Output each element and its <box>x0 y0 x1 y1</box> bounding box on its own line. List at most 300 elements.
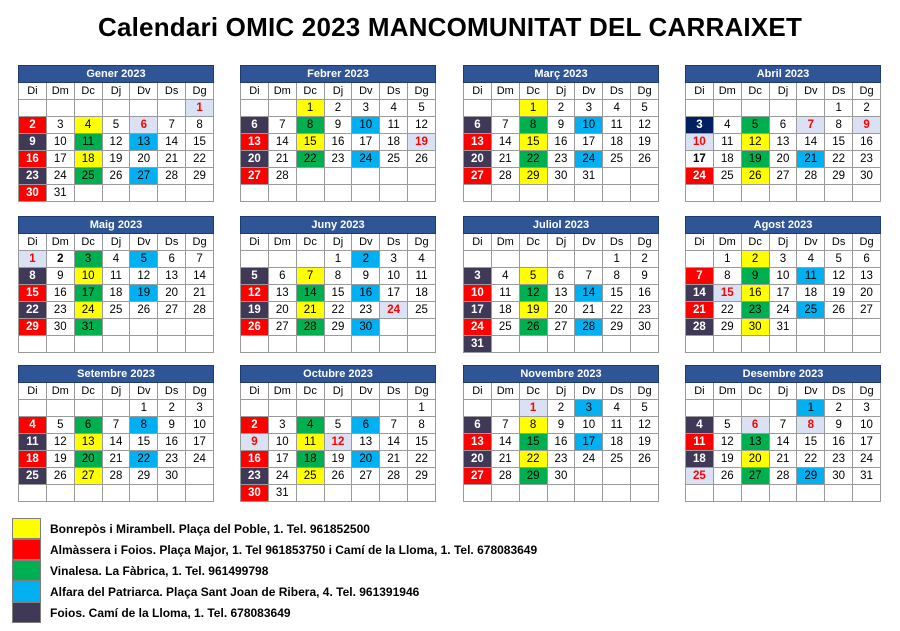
empty-cell <box>380 168 408 185</box>
day-cell: 24 <box>464 319 492 336</box>
day-cell: 4 <box>603 400 631 417</box>
day-cell: 29 <box>797 468 825 485</box>
day-cell: 2 <box>547 100 575 117</box>
day-cell: 10 <box>186 417 214 434</box>
empty-cell <box>241 100 269 117</box>
day-cell: 25 <box>797 302 825 319</box>
weekday-header: Dc <box>519 234 547 251</box>
day-cell: 13 <box>547 285 575 302</box>
empty-cell <box>158 336 186 353</box>
empty-cell <box>686 400 714 417</box>
day-cell: 16 <box>158 434 186 451</box>
day-cell: 27 <box>268 319 296 336</box>
day-cell: 13 <box>352 434 380 451</box>
month-calendar <box>240 216 436 353</box>
day-cell: 23 <box>46 302 74 319</box>
empty-cell <box>464 251 492 268</box>
day-cell: 7 <box>769 417 797 434</box>
day-cell: 18 <box>686 451 714 468</box>
empty-cell <box>158 319 186 336</box>
day-cell: 26 <box>102 168 130 185</box>
legend-swatch <box>12 518 41 539</box>
day-cell: 4 <box>797 251 825 268</box>
day-cell: 25 <box>296 468 324 485</box>
day-cell: 21 <box>769 451 797 468</box>
day-cell: 15 <box>797 434 825 451</box>
day-cell: 21 <box>186 285 214 302</box>
day-cell: 13 <box>74 434 102 451</box>
day-cell: 11 <box>19 434 47 451</box>
empty-cell <box>741 400 769 417</box>
month-title: Agost 2023 <box>686 217 881 234</box>
day-cell: 29 <box>19 319 47 336</box>
day-cell: 30 <box>547 168 575 185</box>
day-cell: 2 <box>547 400 575 417</box>
day-cell: 17 <box>46 151 74 168</box>
day-cell: 22 <box>519 151 547 168</box>
day-cell: 28 <box>769 468 797 485</box>
day-cell: 20 <box>464 451 492 468</box>
empty-cell <box>352 336 380 353</box>
day-cell: 13 <box>158 268 186 285</box>
day-cell: 17 <box>575 434 603 451</box>
empty-cell <box>631 336 659 353</box>
empty-cell <box>547 251 575 268</box>
day-cell: 17 <box>686 151 714 168</box>
day-cell: 24 <box>46 168 74 185</box>
empty-cell <box>380 319 408 336</box>
weekday-header: Ds <box>380 234 408 251</box>
day-cell: 23 <box>324 151 352 168</box>
day-cell: 15 <box>296 134 324 151</box>
empty-cell <box>241 336 269 353</box>
empty-cell <box>324 400 352 417</box>
day-cell: 26 <box>46 468 74 485</box>
weekday-header: Di <box>686 383 714 400</box>
empty-cell <box>19 336 47 353</box>
weekday-header: Dc <box>296 234 324 251</box>
empty-cell <box>19 400 47 417</box>
day-cell: 10 <box>853 417 881 434</box>
weekday-header: Dj <box>769 234 797 251</box>
day-cell: 6 <box>547 268 575 285</box>
day-cell: 6 <box>241 117 269 134</box>
day-cell: 18 <box>74 151 102 168</box>
weekday-header: Dm <box>491 383 519 400</box>
day-cell: 12 <box>713 434 741 451</box>
empty-cell <box>686 251 714 268</box>
weekday-header: Dg <box>186 83 214 100</box>
day-cell: 6 <box>130 117 158 134</box>
empty-cell <box>853 336 881 353</box>
day-cell: 24 <box>575 451 603 468</box>
day-cell: 2 <box>352 251 380 268</box>
day-cell: 26 <box>324 468 352 485</box>
empty-cell <box>158 485 186 502</box>
empty-cell <box>241 251 269 268</box>
day-cell: 31 <box>769 319 797 336</box>
empty-cell <box>547 185 575 202</box>
legend <box>12 518 537 623</box>
day-cell: 1 <box>324 251 352 268</box>
weekday-header: Dv <box>797 234 825 251</box>
day-cell: 27 <box>352 468 380 485</box>
weekday-header: Dg <box>408 383 436 400</box>
empty-cell <box>241 400 269 417</box>
day-cell: 19 <box>631 434 659 451</box>
day-cell: 21 <box>296 302 324 319</box>
day-cell: 22 <box>825 151 853 168</box>
day-cell: 7 <box>296 268 324 285</box>
day-cell: 26 <box>130 302 158 319</box>
day-cell: 8 <box>519 117 547 134</box>
day-cell: 3 <box>686 117 714 134</box>
empty-cell <box>296 251 324 268</box>
day-cell: 28 <box>686 319 714 336</box>
day-cell: 31 <box>268 485 296 502</box>
day-cell: 5 <box>741 117 769 134</box>
day-cell: 27 <box>464 468 492 485</box>
weekday-header: Ds <box>603 83 631 100</box>
day-cell: 13 <box>130 134 158 151</box>
day-cell: 11 <box>408 268 436 285</box>
day-cell: 11 <box>296 434 324 451</box>
empty-cell <box>631 485 659 502</box>
empty-cell <box>491 400 519 417</box>
empty-cell <box>186 485 214 502</box>
day-cell: 4 <box>102 251 130 268</box>
day-cell: 13 <box>464 134 492 151</box>
weekday-header: Dj <box>547 234 575 251</box>
empty-cell <box>158 100 186 117</box>
empty-cell <box>46 400 74 417</box>
day-cell: 7 <box>491 117 519 134</box>
day-cell: 6 <box>464 417 492 434</box>
day-cell: 15 <box>603 285 631 302</box>
day-cell: 23 <box>547 151 575 168</box>
empty-cell <box>130 100 158 117</box>
month-title: Maig 2023 <box>19 217 214 234</box>
weekday-header: Di <box>241 83 269 100</box>
empty-cell <box>603 168 631 185</box>
empty-cell <box>268 185 296 202</box>
empty-cell <box>575 185 603 202</box>
day-cell: 21 <box>158 151 186 168</box>
day-cell: 12 <box>741 134 769 151</box>
weekday-header: Ds <box>158 234 186 251</box>
empty-cell <box>74 485 102 502</box>
day-cell: 19 <box>324 451 352 468</box>
empty-cell <box>769 185 797 202</box>
day-cell: 5 <box>408 100 436 117</box>
day-cell: 31 <box>74 319 102 336</box>
empty-cell <box>713 485 741 502</box>
weekday-header: Di <box>464 83 492 100</box>
day-cell: 4 <box>603 100 631 117</box>
day-cell: 8 <box>186 117 214 134</box>
empty-cell <box>491 100 519 117</box>
weekday-header: Dg <box>853 234 881 251</box>
day-cell: 23 <box>825 451 853 468</box>
day-cell: 10 <box>464 285 492 302</box>
day-cell: 30 <box>547 468 575 485</box>
day-cell: 6 <box>464 117 492 134</box>
day-cell: 5 <box>631 400 659 417</box>
day-cell: 11 <box>686 434 714 451</box>
day-cell: 30 <box>46 319 74 336</box>
day-cell: 20 <box>741 451 769 468</box>
empty-cell <box>491 485 519 502</box>
day-cell: 8 <box>713 268 741 285</box>
day-cell: 1 <box>296 100 324 117</box>
day-cell: 16 <box>352 285 380 302</box>
day-cell: 22 <box>408 451 436 468</box>
day-cell: 8 <box>324 268 352 285</box>
weekday-header: Ds <box>380 83 408 100</box>
empty-cell <box>686 336 714 353</box>
empty-cell <box>603 468 631 485</box>
day-cell: 11 <box>603 417 631 434</box>
day-cell: 26 <box>825 302 853 319</box>
day-cell: 21 <box>268 151 296 168</box>
day-cell: 8 <box>296 117 324 134</box>
empty-cell <box>19 100 47 117</box>
day-cell: 19 <box>102 151 130 168</box>
legend-item <box>12 539 537 560</box>
day-cell: 3 <box>186 400 214 417</box>
day-cell: 9 <box>241 434 269 451</box>
day-cell: 22 <box>603 302 631 319</box>
month-calendar <box>18 65 214 202</box>
empty-cell <box>631 168 659 185</box>
weekday-header: Dc <box>741 83 769 100</box>
day-cell: 13 <box>769 134 797 151</box>
legend-item <box>12 581 537 602</box>
day-cell: 29 <box>603 319 631 336</box>
day-cell: 7 <box>102 417 130 434</box>
empty-cell <box>130 319 158 336</box>
day-cell: 24 <box>575 151 603 168</box>
day-cell: 28 <box>491 468 519 485</box>
day-cell: 17 <box>74 285 102 302</box>
empty-cell <box>853 185 881 202</box>
day-cell: 24 <box>853 451 881 468</box>
day-cell: 23 <box>19 168 47 185</box>
day-cell: 3 <box>380 251 408 268</box>
day-cell: 17 <box>769 285 797 302</box>
day-cell: 18 <box>713 151 741 168</box>
empty-cell <box>324 336 352 353</box>
day-cell: 24 <box>74 302 102 319</box>
day-cell: 28 <box>491 168 519 185</box>
day-cell: 25 <box>603 151 631 168</box>
day-cell: 9 <box>158 417 186 434</box>
day-cell: 9 <box>547 117 575 134</box>
day-cell: 14 <box>575 285 603 302</box>
weekday-header: Dc <box>74 383 102 400</box>
weekday-header: Di <box>19 234 47 251</box>
empty-cell <box>741 485 769 502</box>
day-cell: 24 <box>769 302 797 319</box>
legend-swatch <box>12 560 41 581</box>
weekday-header: Ds <box>603 234 631 251</box>
day-cell: 9 <box>853 117 881 134</box>
weekday-header: Dj <box>102 83 130 100</box>
day-cell: 14 <box>686 285 714 302</box>
day-cell: 11 <box>102 268 130 285</box>
weekday-header: Dg <box>631 83 659 100</box>
day-cell: 5 <box>825 251 853 268</box>
day-cell: 12 <box>102 134 130 151</box>
day-cell: 16 <box>853 134 881 151</box>
month-title: Març 2023 <box>464 66 659 83</box>
day-cell: 11 <box>603 117 631 134</box>
day-cell: 29 <box>713 319 741 336</box>
day-cell: 1 <box>130 400 158 417</box>
day-cell: 28 <box>268 168 296 185</box>
day-cell: 2 <box>158 400 186 417</box>
empty-cell <box>825 336 853 353</box>
day-cell: 9 <box>631 268 659 285</box>
day-cell: 28 <box>575 319 603 336</box>
day-cell: 26 <box>713 468 741 485</box>
weekday-header: Dj <box>769 83 797 100</box>
weekday-header: Di <box>19 383 47 400</box>
day-cell: 20 <box>74 451 102 468</box>
day-cell: 2 <box>324 100 352 117</box>
legend-item <box>12 518 537 539</box>
day-cell: 6 <box>352 417 380 434</box>
day-cell: 5 <box>631 100 659 117</box>
empty-cell <box>380 485 408 502</box>
day-cell: 12 <box>631 117 659 134</box>
day-cell: 13 <box>853 268 881 285</box>
day-cell: 20 <box>547 302 575 319</box>
day-cell: 22 <box>130 451 158 468</box>
empty-cell <box>769 400 797 417</box>
day-cell: 3 <box>268 417 296 434</box>
weekday-header: Dv <box>130 383 158 400</box>
day-cell: 25 <box>408 302 436 319</box>
empty-cell <box>241 185 269 202</box>
day-cell: 9 <box>324 117 352 134</box>
day-cell: 19 <box>741 151 769 168</box>
empty-cell <box>352 485 380 502</box>
empty-cell <box>296 336 324 353</box>
day-cell: 10 <box>268 434 296 451</box>
weekday-header: Dj <box>324 83 352 100</box>
month-title: Octubre 2023 <box>241 366 436 383</box>
day-cell: 10 <box>686 134 714 151</box>
empty-cell <box>713 185 741 202</box>
day-cell: 20 <box>130 151 158 168</box>
day-cell: 25 <box>603 451 631 468</box>
empty-cell <box>853 485 881 502</box>
day-cell: 23 <box>547 451 575 468</box>
weekday-header: Dc <box>74 234 102 251</box>
day-cell: 16 <box>741 285 769 302</box>
day-cell: 27 <box>853 302 881 319</box>
day-cell: 17 <box>464 302 492 319</box>
empty-cell <box>102 100 130 117</box>
empty-cell <box>797 100 825 117</box>
day-cell: 11 <box>797 268 825 285</box>
day-cell: 6 <box>158 251 186 268</box>
day-cell: 7 <box>575 268 603 285</box>
empty-cell <box>797 185 825 202</box>
day-cell: 10 <box>352 117 380 134</box>
weekday-header: Ds <box>380 383 408 400</box>
day-cell: 6 <box>74 417 102 434</box>
weekday-header: Dv <box>352 83 380 100</box>
weekday-header: Dm <box>46 234 74 251</box>
empty-cell <box>713 336 741 353</box>
day-cell: 12 <box>825 268 853 285</box>
weekday-header: Di <box>241 234 269 251</box>
empty-cell <box>825 485 853 502</box>
day-cell: 21 <box>797 151 825 168</box>
empty-cell <box>74 336 102 353</box>
day-cell: 6 <box>741 417 769 434</box>
day-cell: 24 <box>686 168 714 185</box>
empty-cell <box>547 336 575 353</box>
month-calendar <box>685 216 881 353</box>
day-cell: 7 <box>158 117 186 134</box>
day-cell: 22 <box>19 302 47 319</box>
month-title: Febrer 2023 <box>241 66 436 83</box>
day-cell: 3 <box>575 100 603 117</box>
day-cell: 13 <box>268 285 296 302</box>
empty-cell <box>186 319 214 336</box>
day-cell: 3 <box>575 400 603 417</box>
weekday-header: Dm <box>491 234 519 251</box>
weekday-header: Ds <box>158 383 186 400</box>
empty-cell <box>686 485 714 502</box>
weekday-header: Dc <box>74 83 102 100</box>
empty-cell <box>296 485 324 502</box>
day-cell: 19 <box>519 302 547 319</box>
day-cell: 22 <box>797 451 825 468</box>
day-cell: 29 <box>825 168 853 185</box>
empty-cell <box>464 185 492 202</box>
day-cell: 8 <box>519 417 547 434</box>
day-cell: 15 <box>519 434 547 451</box>
day-cell: 25 <box>380 151 408 168</box>
day-cell: 4 <box>74 117 102 134</box>
day-cell: 10 <box>46 134 74 151</box>
day-cell: 3 <box>46 117 74 134</box>
day-cell: 17 <box>380 285 408 302</box>
day-cell: 14 <box>158 134 186 151</box>
day-cell: 13 <box>464 434 492 451</box>
day-cell: 5 <box>102 117 130 134</box>
day-cell: 22 <box>324 302 352 319</box>
weekday-header: Dj <box>769 383 797 400</box>
day-cell: 26 <box>741 168 769 185</box>
empty-cell <box>130 336 158 353</box>
day-cell: 23 <box>241 468 269 485</box>
empty-cell <box>741 336 769 353</box>
empty-cell <box>631 185 659 202</box>
month-calendar <box>463 365 659 502</box>
day-cell: 4 <box>408 251 436 268</box>
day-cell: 7 <box>186 251 214 268</box>
day-cell: 28 <box>186 302 214 319</box>
day-cell: 5 <box>241 268 269 285</box>
day-cell: 29 <box>519 168 547 185</box>
month-calendar <box>18 216 214 353</box>
day-cell: 2 <box>241 417 269 434</box>
